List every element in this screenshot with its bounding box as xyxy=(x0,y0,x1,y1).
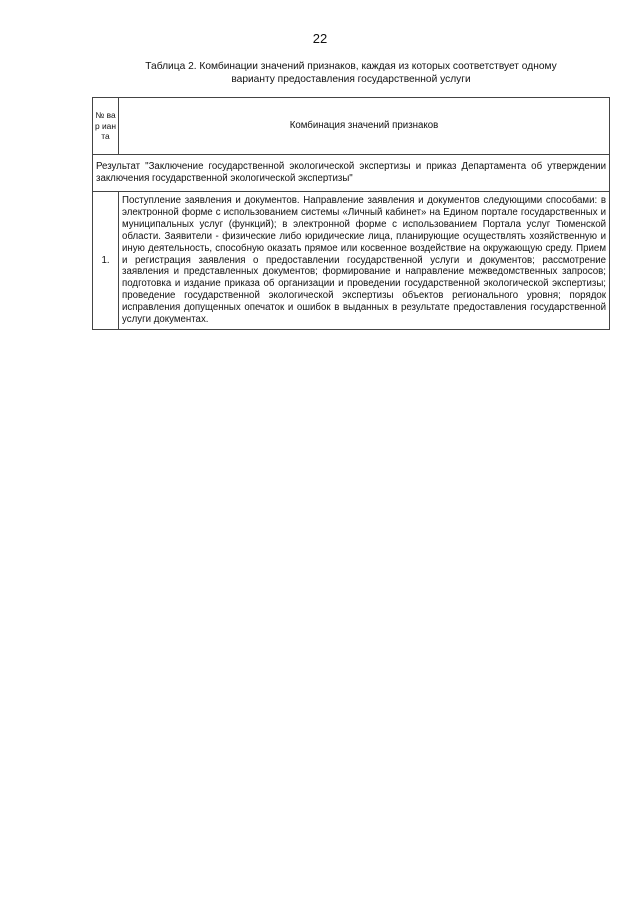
table-row xyxy=(93,192,610,330)
page-number: 22 xyxy=(312,31,328,46)
row-combination-text: Поступление заявления и документов. Направление заявления и документов следующими способами: в электронной форме с использованием системы «Личный кабинет» на Едином портале государственных и муниципальных услуг (функций); в электронной форме с использованием Портала услуг Тюменской области. Заявители - физические либо юридические лица, планирующие осуществлять хозяйственную и иную деятельность, способную оказать прямое или косвенное воздействие на окружающую среду. Прием и регистрация заявления о предоставлении государственной услуги и документов; рассмотрение заявления и представленных документов; формирование и направление межведомственных запросов; подготовка и издание приказа об организации и проведении государственной экологической экспертизы; проведение государственной экологической экспертизы объектов регионального уровня; порядок исправления допущенных опечаток и ошибок в выданных в результате предоставления государственной услуги документах. xyxy=(119,192,610,330)
variants-table xyxy=(92,97,610,330)
result-cell: Результат "Заключение государственной экологической экспертизы и приказ Департамента об утверждении заключения государственной экологической экспертизы" xyxy=(93,155,610,192)
row-variant-number: 1. xyxy=(93,192,119,330)
header-combination: Комбинация значений признаков xyxy=(119,98,610,155)
table-caption-line-2: варианту предоставления государственной услуги xyxy=(231,73,471,85)
table-caption xyxy=(120,61,582,86)
table-caption-line-1: Таблица 2. Комбинации значений признаков, каждая из которых соответствует одному xyxy=(145,61,557,72)
header-variant-number: № вар иан та xyxy=(93,98,119,155)
result-row xyxy=(93,155,610,192)
table-header-row xyxy=(93,98,610,155)
